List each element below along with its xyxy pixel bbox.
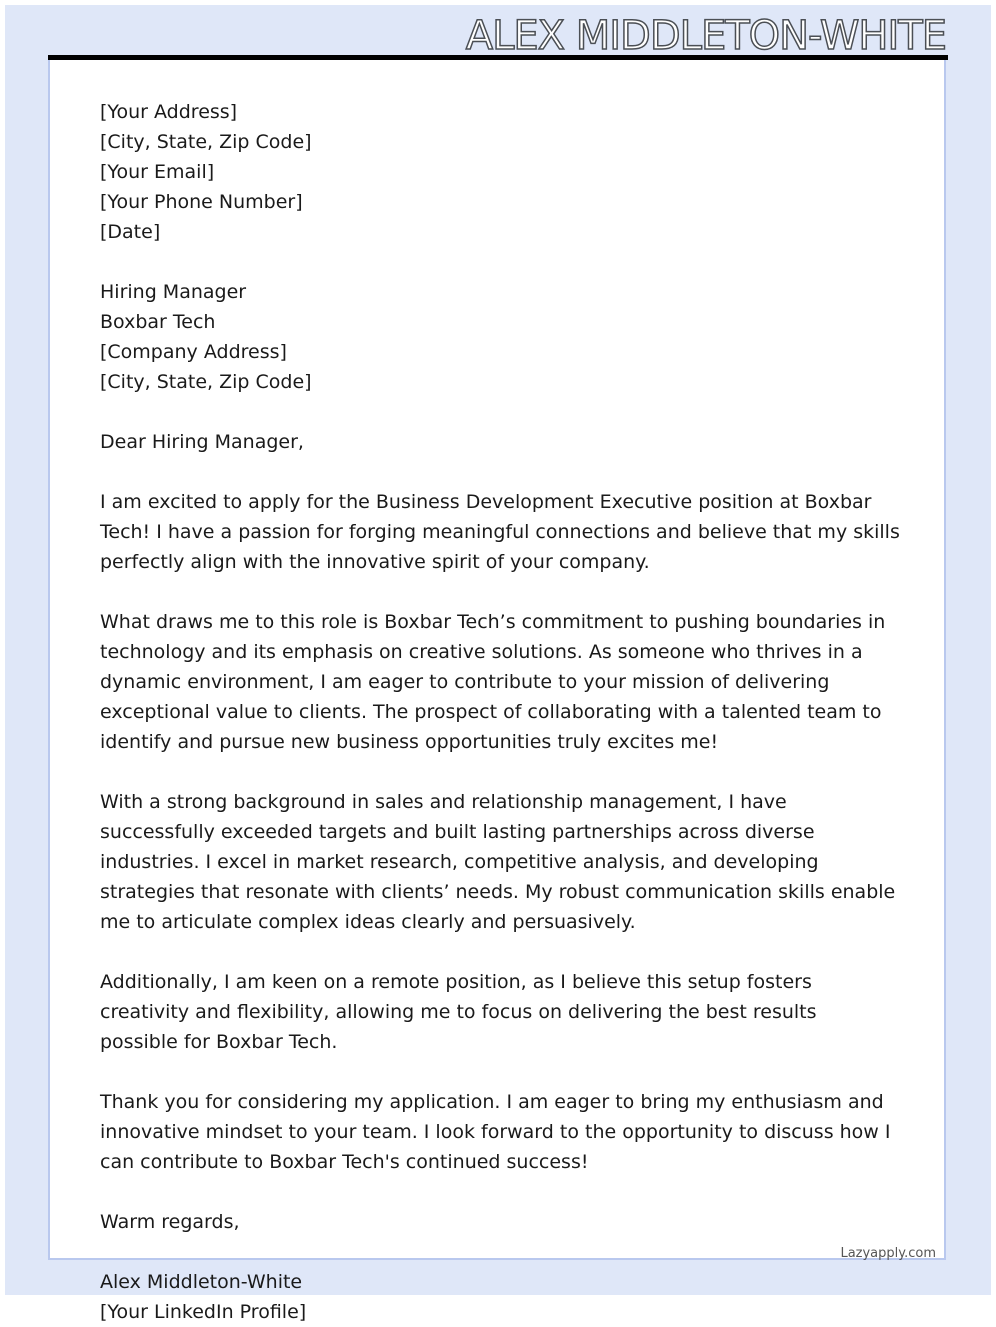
spacer: [100, 937, 900, 967]
letter-body: [100, 97, 900, 1327]
recipient-company: Boxbar Tech: [100, 311, 216, 333]
closing: Warm regards,: [100, 1211, 240, 1233]
body-paragraph: What draws me to this role is Boxbar Tech’s commitment to pushing boundaries in technology and its emphasis on creative solutions. As someone who thrives in a dynamic environment, I am eager to contribute to your mission of delivering exceptional value to clients. The prospect of collaborating with a talented team to identify and pursue new business opportunities truly excites me!: [100, 611, 886, 753]
recipient-city-state-zip: [City, State, Zip Code]: [100, 371, 312, 393]
spacer: [100, 1177, 900, 1207]
recipient-address: [Company Address]: [100, 341, 287, 363]
spacer: [100, 397, 900, 427]
salutation: Dear Hiring Manager,: [100, 431, 304, 453]
sender-city-state-zip: [City, State, Zip Code]: [100, 131, 312, 153]
sender-address: [Your Address]: [100, 101, 238, 123]
spacer: [100, 247, 900, 277]
spacer: [100, 1057, 900, 1087]
spacer: [100, 457, 900, 487]
spacer: [100, 577, 900, 607]
body-paragraph: Additionally, I am keen on a remote position, as I believe this setup fosters creativity and flexibility, allowing me to focus on delivering the best results possible for Boxbar Tech.: [100, 971, 817, 1053]
body-paragraph: Thank you for considering my application. I am eager to bring my enthusiasm and innovative mindset to your team. I look forward to the opportunity to discuss how I can contribute to Boxbar Tech's continued success!: [100, 1091, 891, 1173]
signature-name: Alex Middleton-White: [100, 1271, 303, 1293]
sender-email: [Your Email]: [100, 161, 215, 183]
body-paragraph: I am excited to apply for the Business Development Executive position at Boxbar Tech! I have a passion for forging meaningful connections and believe that my skills perfectly align with the innovative spirit of your company.: [100, 491, 900, 573]
body-paragraph: With a strong background in sales and relationship management, I have successfully exceeded targets and built lasting partnerships across diverse industries. I excel in market research, competitive analysis, and developing strategies that resonate with clients’ needs. My robust communication skills enable me to articulate complex ideas clearly and persuasively.: [100, 791, 896, 933]
watermark: Lazyapply.com: [840, 1246, 936, 1261]
recipient-title: Hiring Manager: [100, 281, 247, 303]
spacer: [100, 1237, 900, 1267]
signature-linkedin: [Your LinkedIn Profile]: [100, 1301, 307, 1323]
sender-date: [Date]: [100, 221, 161, 243]
spacer: [100, 757, 900, 787]
sender-phone: [Your Phone Number]: [100, 191, 303, 213]
sender-block: [100, 97, 900, 247]
recipient-block: [100, 277, 900, 397]
header-name: ALEX MIDDLETON-WHITE: [465, 13, 946, 59]
